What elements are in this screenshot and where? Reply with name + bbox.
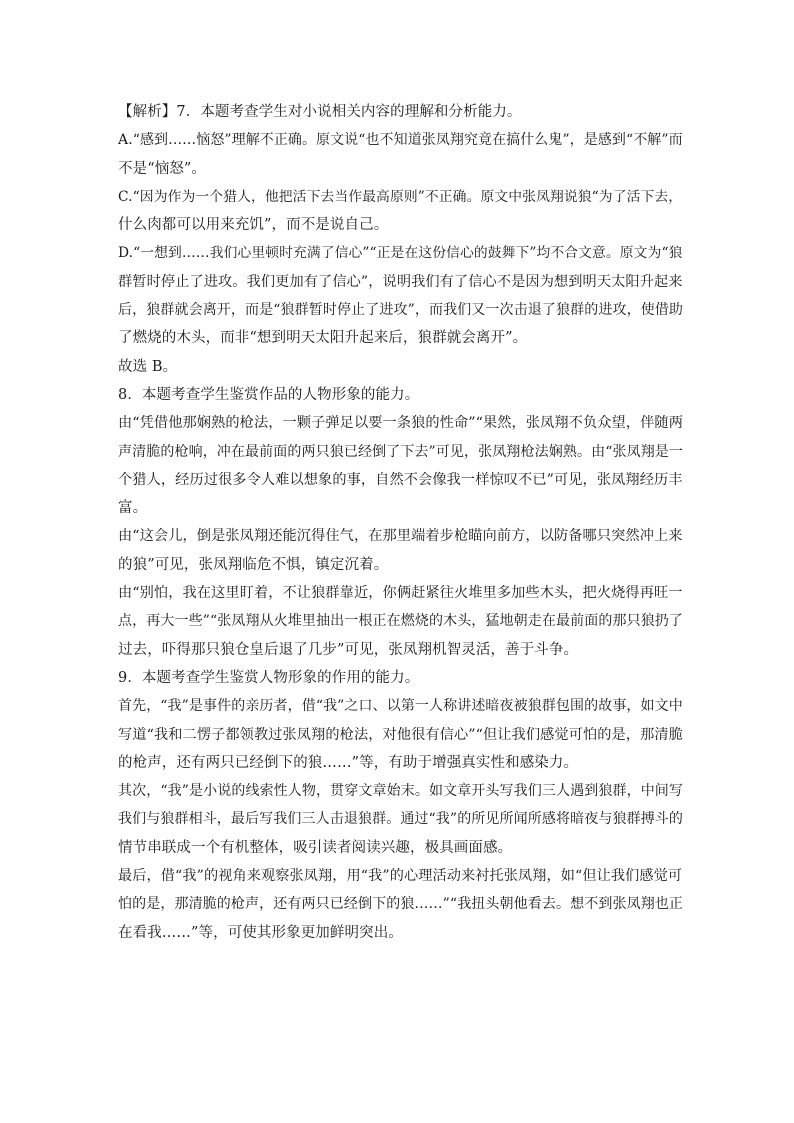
text-line: 的枪声，还有两只已经倒下的狼……”等，有助于增强真实性和感染力。 <box>118 754 579 771</box>
text-line: C.“因为作为一个猎人，他把活下去当作最高原则”不正确。原文中张凤翔说狼“为了活下去， <box>118 188 683 205</box>
text-line: 我们与狼群相斗，最后写我们三人击退狼群。通过“我”的所见所闻所感将暗夜与狼群搏斗的 <box>118 811 684 828</box>
text-line: 什么肉都可以用来充饥”，而不是说自己。 <box>118 217 389 234</box>
text-line: 其次，“我”是小说的线索性人物，贯穿文章始末。如文章开头写我们三人遇到狼群，中间写 <box>118 783 684 800</box>
text-line: 在看我……”等，可使其形象更加鲜明突出。 <box>118 924 403 941</box>
text-line: 声清脆的枪响，冲在最前面的两只狼已经倒了下去”可见，张凤翔枪法娴熟。由“张凤翔是一 <box>118 443 684 460</box>
text-line: 9．本题考查学生鉴赏人物形象的作用的能力。 <box>118 669 420 686</box>
text-line: 富。 <box>118 500 148 517</box>
text-line: D.“一想到……我们心里顿时充满了信心”“正是在这份信心的鼓舞下”均不合文意。原文为“狼 <box>118 245 683 262</box>
text-line: 8．本题考查学生鉴赏作品的人物形象的能力。 <box>118 386 420 403</box>
analysis-text-block <box>118 98 686 947</box>
text-line: 不是“恼怒”。 <box>118 160 207 177</box>
text-line: 过去，吓得那只狼仓皇后退了几步”可见，张凤翔机智灵活，善于斗争。 <box>118 641 579 658</box>
text-line: 由“凭借他那娴熟的枪法，一颗子弹足以要一条狼的性命”“果然，张凤翔不负众望，伴随两 <box>118 415 683 432</box>
text-line: 最后，借“我”的视角来观察张凤翔，用“我”的心理活动来衬托张凤翔，如“但让我们感觉可 <box>118 868 683 885</box>
text-line: A.“感到……恼怒”理解不正确。原文说“也不知道张凤翔究竟在搞什么鬼”，是感到“不解”而 <box>118 132 683 149</box>
text-line: 点，再大一些”“张凤翔从火堆里抽出一根正在燃烧的木头，猛地朝走在最前面的那只狼扔了 <box>118 613 684 630</box>
text-line: 首先，“我”是事件的亲历者，借“我”之口、以第一人称讲述暗夜被狼群包围的故事，如文中 <box>118 698 683 715</box>
text-line: 群暂时停止了进攻。我们更加有了信心”，说明我们有了信心不是因为想到明天太阳升起来 <box>118 273 683 290</box>
text-line: 由“这会儿，倒是张凤翔还能沉得住气，在那里端着步枪瞄向前方，以防备哪只突然冲上来 <box>118 528 683 545</box>
text-line: 【解析】7．本题考查学生对小说相关内容的理解和分析能力。 <box>118 104 522 120</box>
text-line: 了燃烧的木头，而非“想到明天太阳升起来后，狼群就会离开”。 <box>118 330 528 347</box>
text-line: 个猎人，经历过很多令人难以想象的事，自然不会像我一样惊叹不已”可见，张凤翔经历丰 <box>118 471 683 488</box>
text-line: 故选 B。 <box>118 358 178 375</box>
text-line: 由“别怕，我在这里盯着，不让狼群靠近，你俩赶紧往火堆里多加些木头，把火烧得再旺一 <box>118 585 683 602</box>
text-line: 写道“我和二愣子都领教过张凤翔的枪法，对他很有信心”“但让我们感觉可怕的是，那清脆 <box>118 726 683 743</box>
text-line: 情节串联成一个有机整体，吸引读者阅读兴趣，极具画面感。 <box>118 839 513 856</box>
text-line: 怕的是，那清脆的枪声，还有两只已经倒下的狼……”“我扭头朝他看去。想不到张凤翔也正 <box>118 896 684 913</box>
text-line: 的狼”可见，张凤翔临危不惧，镇定沉着。 <box>118 556 389 573</box>
text-line: 后，狼群就会离开，而是“狼群暂时停止了进攻”，而我们又一次击退了狼群的进攻，使借助 <box>118 302 684 319</box>
